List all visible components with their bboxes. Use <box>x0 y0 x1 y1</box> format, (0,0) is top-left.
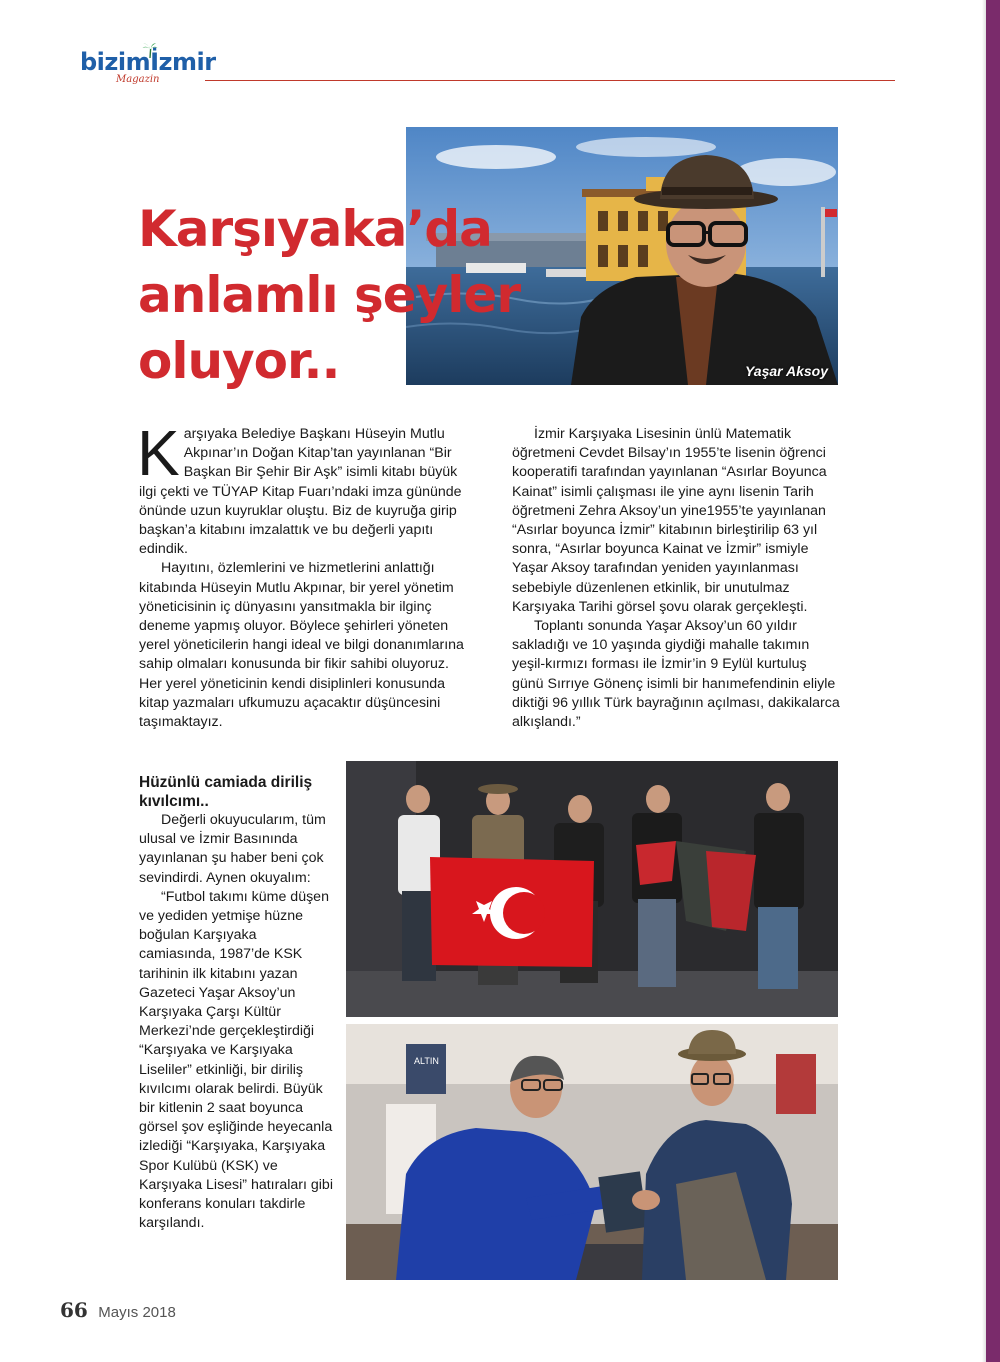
book-signing-illustration <box>346 1024 838 1280</box>
article-subheading: Hüzünlü camiada diriliş kıvılcımı.. <box>139 774 313 810</box>
palm-tree-icon <box>142 42 158 58</box>
drop-cap: K <box>137 417 180 489</box>
title-line-1: Karşıyaka’da <box>138 200 492 258</box>
header-rule <box>205 80 895 81</box>
col3-paragraph-2: “Futbol takımı küme düşen ve yediden yetmişe hüzne boğulan Karşıyaka camiasında, 1987’de KSK tarihinin ilk kitabını yazan Gazeteci Yaşar Aksoy’un Karşıyaka Çarşı Kültür Merkezi’nde gerçekleştirdiği “Karşıyaka ve Karşıyaka Liseliler” etkinliği, bir diriliş kıvılcımı olarak belirdi. Büyük bir kitlenin 2 saat boyunca görsel şov eşliğinde heyecanla izlediği “Karşıyaka, Karşıyaka Spor Kulübü (KSK) ve Karşıyaka Lisesi” hatıraları gibi konferans konuları takdirle karşılandı. <box>139 888 333 1232</box>
article-column-3 <box>139 773 334 1233</box>
logo-wordmark: bizimİzmir <box>80 48 216 76</box>
stage-flag-photo <box>346 761 838 1017</box>
book-signing-photo <box>346 1024 838 1280</box>
stall-sign-text: ALTIN <box>414 1056 439 1066</box>
title-line-2: anlamlı şeyler <box>138 266 520 324</box>
issue-date: Mayıs 2018 <box>98 1304 176 1321</box>
hero-caption: Yaşar Aksoy <box>744 363 828 379</box>
page-edge-strip <box>986 0 1000 1362</box>
col2-paragraph-2: Toplantı sonunda Yaşar Aksoy’un 60 yıldır sakladığı ve 10 yaşında giydiği mahalle takımın yeşil-kırmızı forması ile İzmir’in 9 Eylül kurtuluş günü Sırrıye Gönenç isimli bir hanımefendinin eliyle diktiği 96 yıllık Türk bayrağının açılması, dakikalarca alkışlandı.” <box>512 618 840 731</box>
logo-subtitle: Magazin <box>116 74 160 85</box>
article-column-1 <box>137 417 471 732</box>
stage-flag-illustration <box>346 761 838 1017</box>
col1-paragraph-1-text: arşıyaka Belediye Başkanı Hüseyin Mutlu Akpınar’ın Doğan Kitap’tan yayınlanan “Bir Başkan Bir Şehir Bir Aşk” isimli kitabı büyük ilgi çekti ve TÜYAP Kitap Fuarı’ndaki imza gününde önünde uzun kuyruklar oluştu. Biz de kuyruğa girip başkan’a kitabını imzalattık ve bu değerli yapıtı edindik. <box>139 426 462 558</box>
col2-paragraph-1: İzmir Karşıyaka Lisesinin ünlü Matematik öğretmeni Cevdet Bilsay’ın 1955’te lisenin öğrenci kooperatifi tarafından yayınlanan “Asırlar Boyunca Kainat” isimli çalışması ile yine aynı lisenin Tarih öğretmeni Zehra Aksoy’un yine1955’te yayınlanan “Asırlar boyunca İzmir” kitabının birleştirilip 63 yıl sonra, “Asırlar boyunca Kainat ve İzmir” ismiyle Yaşar Aksoy tarafından yeniden yayınlanması sebebiyle düzenlenen etkinlik, bir unutulmaz Karşıyaka Tarihi görsel şovu olarak gerçekleşti. <box>512 426 827 615</box>
article-title <box>138 196 518 394</box>
col1-paragraph-2: Hayıtını, özlemlerini ve hizmetlerini anlattığı kitabında Hüseyin Mutlu Akpınar, bir yerel yönetim yöneticisinin iç dünyasını yansıtmakla bir ilginç deneme yapmış oluyor. Böylece şehirleri yöneten yerel yöneticilerin hangi ideal ve bilgi donanımlarına sahip olmaları konusunda bir fikir sahibi oluyoruz. Her yerel yöneticinin kendi disiplinleri konusunda kitap yazmaları ufkumuzu açacaktır düşüncesini taşımaktayız. <box>139 560 464 731</box>
col3-paragraph-1: Değerli okuyucularım, tüm ulusal ve İzmir Basınında yayınlanan şu haber beni çok sevindirdi. Aynen okuyalım: <box>139 812 326 886</box>
title-line-3: oluyor.. <box>138 332 340 390</box>
col1-paragraph-1 <box>137 417 471 559</box>
article-column-2 <box>512 425 842 732</box>
page-edge-shadow <box>982 0 986 1362</box>
page-footer <box>60 1298 176 1322</box>
page-number: 66 <box>60 1298 88 1322</box>
